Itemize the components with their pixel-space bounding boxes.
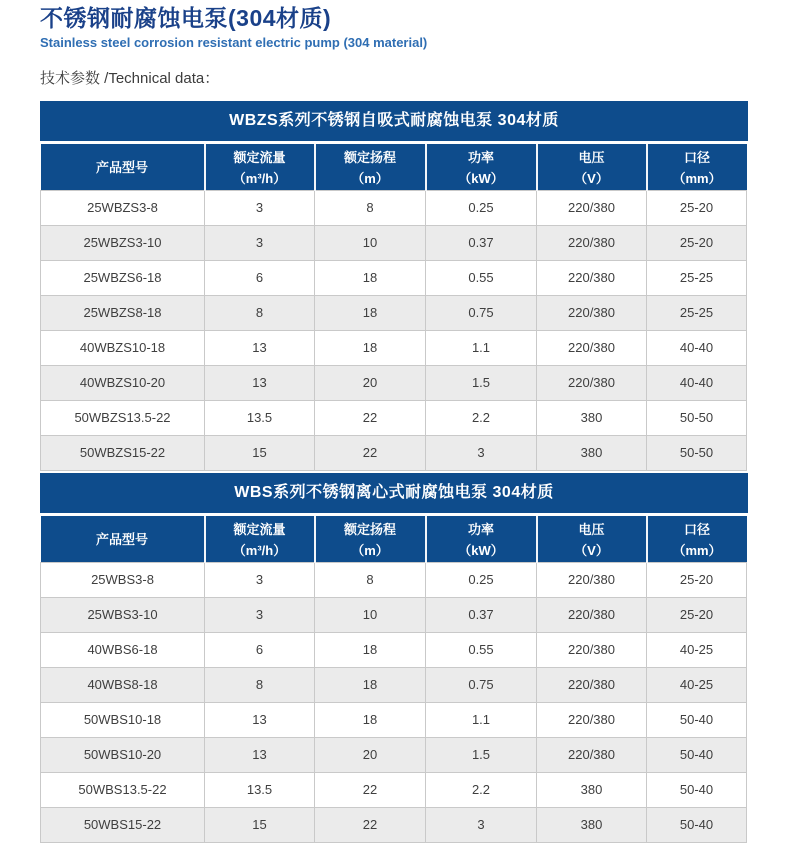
table-row: [41, 562, 747, 597]
col-header-voltage: [537, 516, 647, 563]
col-header-unit: （m³/h）: [232, 170, 287, 186]
cell-flow: 15: [205, 435, 315, 470]
cell-power: 0.25: [426, 190, 537, 225]
col-header-head: [315, 144, 426, 191]
cell-model: 40WBZS10-20: [41, 365, 205, 400]
cell-model: 40WBS6-18: [41, 632, 205, 667]
col-header-flow: [205, 516, 315, 563]
cell-voltage: 220/380: [537, 702, 647, 737]
cell-diameter: 25-20: [647, 597, 747, 632]
table-title-wbs: WBS系列不锈钢离心式耐腐蚀电泵 304材质: [40, 473, 748, 513]
table-row: [41, 597, 747, 632]
col-header-diameter: [647, 144, 747, 191]
cell-power: 3: [426, 435, 537, 470]
cell-power: 3: [426, 807, 537, 842]
table-row: [41, 807, 747, 842]
cell-flow: 13: [205, 330, 315, 365]
cell-model: 50WBS10-18: [41, 702, 205, 737]
col-header-model: [41, 144, 205, 191]
table-row: [41, 737, 747, 772]
cell-model: 25WBZS8-18: [41, 295, 205, 330]
wbs-data-table: [40, 516, 747, 843]
cell-head: 20: [315, 365, 426, 400]
table-row: [41, 632, 747, 667]
cell-flow: 13: [205, 702, 315, 737]
cell-voltage: 380: [537, 400, 647, 435]
table-row: [41, 400, 747, 435]
page-title: 不锈钢耐腐蚀电泵(304材质): [40, 5, 332, 31]
cell-voltage: 220/380: [537, 632, 647, 667]
cell-diameter: 25-20: [647, 225, 747, 260]
cell-voltage: 220/380: [537, 330, 647, 365]
cell-model: 25WBS3-8: [41, 562, 205, 597]
cell-head: 20: [315, 737, 426, 772]
cell-head: 10: [315, 597, 426, 632]
column-header-row: [41, 516, 747, 563]
col-header-label: 口径: [683, 149, 710, 165]
cell-diameter: 50-50: [647, 400, 747, 435]
table-row: [41, 190, 747, 225]
cell-model: 25WBZS3-8: [41, 190, 205, 225]
col-header-unit: （V）: [574, 542, 609, 558]
table-row: [41, 667, 747, 702]
cell-voltage: 220/380: [537, 737, 647, 772]
cell-head: 22: [315, 772, 426, 807]
wbs-table-body: [41, 562, 747, 842]
cell-voltage: 380: [537, 807, 647, 842]
cell-voltage: 380: [537, 772, 647, 807]
cell-model: 50WBS13.5-22: [41, 772, 205, 807]
col-header-label: 电压: [578, 521, 605, 537]
table-row: [41, 435, 747, 470]
cell-head: 18: [315, 667, 426, 702]
col-header-unit: （m³/h）: [232, 542, 287, 558]
cell-head: 8: [315, 190, 426, 225]
col-header-label: 额定流量: [233, 149, 286, 165]
cell-head: 22: [315, 807, 426, 842]
col-header-label: 额定扬程: [343, 521, 396, 537]
col-header-power: [426, 516, 537, 563]
cell-flow: 8: [205, 295, 315, 330]
col-header-voltage: [537, 144, 647, 191]
cell-flow: 3: [205, 190, 315, 225]
table-row: [41, 260, 747, 295]
cell-flow: 3: [205, 225, 315, 260]
col-header-unit: （mm）: [672, 170, 722, 186]
cell-diameter: 50-40: [647, 737, 747, 772]
column-header-row: [41, 144, 747, 191]
cell-flow: 13: [205, 365, 315, 400]
cell-diameter: 25-20: [647, 562, 747, 597]
cell-voltage: 220/380: [537, 225, 647, 260]
col-header-head: [315, 516, 426, 563]
cell-voltage: 220/380: [537, 667, 647, 702]
cell-voltage: 220/380: [537, 562, 647, 597]
cell-flow: 3: [205, 562, 315, 597]
col-header-label: 电压: [578, 149, 605, 165]
cell-diameter: 25-25: [647, 295, 747, 330]
cell-model: 40WBZS10-18: [41, 330, 205, 365]
cell-voltage: 220/380: [537, 295, 647, 330]
cell-model: 50WBS15-22: [41, 807, 205, 842]
cell-voltage: 220/380: [537, 365, 647, 400]
spec-table-wbzs: [40, 101, 748, 471]
cell-head: 18: [315, 632, 426, 667]
table-title-wbzs: WBZS系列不锈钢自吸式耐腐蚀电泵 304材质: [40, 101, 748, 141]
col-header-label: 产品型号: [95, 160, 148, 176]
cell-diameter: 25-25: [647, 260, 747, 295]
cell-diameter: 40-40: [647, 330, 747, 365]
col-header-diameter: [647, 516, 747, 563]
cell-head: 8: [315, 562, 426, 597]
cell-flow: 3: [205, 597, 315, 632]
col-header-label: 额定流量: [233, 521, 286, 537]
cell-head: 18: [315, 260, 426, 295]
cell-model: 50WBZS13.5-22: [41, 400, 205, 435]
wbzs-table-body: [41, 190, 747, 470]
cell-voltage: 220/380: [537, 597, 647, 632]
col-header-label: 额定扬程: [343, 149, 396, 165]
col-header-unit: （m）: [351, 542, 389, 558]
cell-model: 40WBS8-18: [41, 667, 205, 702]
section-label: 技术参数 /Technical data：: [40, 69, 220, 87]
table-row: [41, 295, 747, 330]
spec-table-wbs: [40, 473, 748, 843]
cell-flow: 13: [205, 737, 315, 772]
cell-power: 0.55: [426, 260, 537, 295]
cell-head: 22: [315, 435, 426, 470]
wbzs-data-table: [40, 144, 747, 471]
cell-power: 2.2: [426, 772, 537, 807]
cell-diameter: 50-50: [647, 435, 747, 470]
cell-power: 0.75: [426, 667, 537, 702]
cell-model: 25WBS3-10: [41, 597, 205, 632]
col-header-power: [426, 144, 537, 191]
cell-power: 0.75: [426, 295, 537, 330]
cell-head: 22: [315, 400, 426, 435]
cell-voltage: 220/380: [537, 260, 647, 295]
cell-power: 0.25: [426, 562, 537, 597]
col-header-label: 功率: [467, 149, 494, 165]
cell-power: 1.1: [426, 702, 537, 737]
cell-head: 18: [315, 295, 426, 330]
col-header-flow: [205, 144, 315, 191]
table-row: [41, 772, 747, 807]
col-header-unit: （kW）: [458, 170, 504, 186]
table-row: [41, 225, 747, 260]
cell-diameter: 40-25: [647, 667, 747, 702]
cell-model: 50WBZS15-22: [41, 435, 205, 470]
cell-flow: 15: [205, 807, 315, 842]
cell-diameter: 50-40: [647, 702, 747, 737]
cell-flow: 13.5: [205, 400, 315, 435]
cell-model: 50WBS10-20: [41, 737, 205, 772]
cell-model: 25WBZS3-10: [41, 225, 205, 260]
page-subtitle: Stainless steel corrosion resistant electric pump (304 material): [40, 34, 428, 50]
table-row: [41, 365, 747, 400]
col-header-unit: （m）: [351, 170, 389, 186]
cell-power: 0.55: [426, 632, 537, 667]
col-header-model: [41, 516, 205, 563]
col-header-label: 口径: [683, 521, 710, 537]
cell-power: 0.37: [426, 225, 537, 260]
cell-flow: 13.5: [205, 772, 315, 807]
col-header-unit: （kW）: [458, 542, 504, 558]
cell-diameter: 25-20: [647, 190, 747, 225]
col-header-unit: （V）: [574, 170, 609, 186]
cell-power: 1.5: [426, 737, 537, 772]
cell-diameter: 40-40: [647, 365, 747, 400]
cell-diameter: 50-40: [647, 772, 747, 807]
cell-model: 25WBZS6-18: [41, 260, 205, 295]
cell-head: 18: [315, 702, 426, 737]
cell-head: 10: [315, 225, 426, 260]
cell-power: 1.1: [426, 330, 537, 365]
cell-power: 0.37: [426, 597, 537, 632]
cell-flow: 8: [205, 667, 315, 702]
cell-voltage: 380: [537, 435, 647, 470]
col-header-unit: （mm）: [672, 542, 722, 558]
table-row: [41, 330, 747, 365]
table-row: [41, 702, 747, 737]
cell-diameter: 50-40: [647, 807, 747, 842]
cell-voltage: 220/380: [537, 190, 647, 225]
cell-head: 18: [315, 330, 426, 365]
col-header-label: 产品型号: [95, 532, 148, 548]
col-header-label: 功率: [467, 521, 494, 537]
cell-flow: 6: [205, 632, 315, 667]
cell-diameter: 40-25: [647, 632, 747, 667]
cell-flow: 6: [205, 260, 315, 295]
cell-power: 2.2: [426, 400, 537, 435]
cell-power: 1.5: [426, 365, 537, 400]
